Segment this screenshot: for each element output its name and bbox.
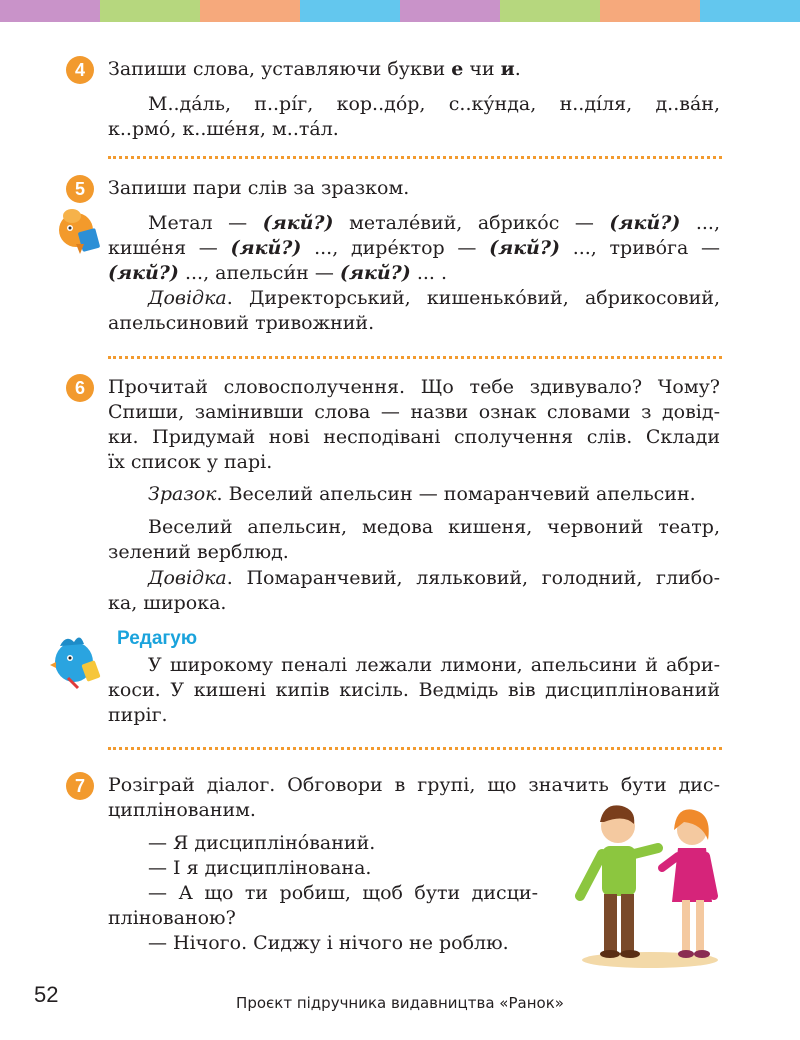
task-text-line: Прочитай словосполучення. Що тебе здивувало? Чому? bbox=[108, 376, 720, 398]
task-text-line: зелений верблюд. bbox=[108, 541, 289, 563]
edit-text-line: У широкому пеналі лежали лимони, апельсини й абри- bbox=[148, 654, 720, 676]
task-text-line: циплінованим. bbox=[108, 799, 256, 821]
hint-line: апельсиновий тривожний. bbox=[108, 312, 375, 334]
task-text-line: ки. Придумай нові несподівані сполучення слів. Склади bbox=[108, 426, 720, 448]
page-number: 52 bbox=[34, 982, 59, 1007]
sample-line: Зразок. Веселий апельсин — помаранчевий апельсин. bbox=[148, 483, 696, 505]
task-prompt: Запиши пари слів за зразком. bbox=[108, 177, 410, 199]
task-text-line: кише́ня — (якй?) ..., дире́ктор — (якй?) ..., триво́га — bbox=[108, 237, 720, 259]
dialog-line: — Нічого. Сиджу і нічого не роблю. bbox=[148, 932, 509, 954]
color-segment bbox=[100, 0, 200, 22]
hint-line: ка, широка. bbox=[108, 592, 227, 614]
task-number-badge: 6 bbox=[66, 374, 94, 402]
edit-text-line: пиріг. bbox=[108, 704, 168, 726]
task-text-line: Веселий апельсин, медова кишеня, червоний театр, bbox=[148, 516, 720, 538]
color-segment bbox=[700, 0, 800, 22]
task-text-line: Метал — (якй?) метале́вий, абрико́с — (якй?) ..., bbox=[148, 212, 720, 234]
color-segment bbox=[600, 0, 700, 22]
task-text-line: к..рмо́, к..ше́ня, м..та́л. bbox=[108, 118, 339, 140]
page-footer: Проєкт підручника видавництва «Ранок» bbox=[236, 994, 564, 1012]
dotted-divider bbox=[108, 356, 722, 359]
task-number-badge: 5 bbox=[66, 175, 94, 203]
top-color-bar bbox=[0, 0, 800, 22]
task-text-line: Спиши, замінивши слова — назви ознак словами з довід- bbox=[108, 401, 720, 423]
task-number-badge: 4 bbox=[66, 56, 94, 84]
task-text-line: (якй?) ..., апельси́н — (якй?) ... . bbox=[108, 262, 448, 284]
section-heading: Редагую bbox=[117, 628, 198, 649]
boy-and-girl-illustration-icon bbox=[574, 800, 722, 968]
hint-line: Довідка. Директорський, кишенько́вий, абрикосовий, bbox=[148, 287, 720, 309]
task-text-line: їх список у парі. bbox=[108, 451, 273, 473]
dotted-divider bbox=[108, 156, 722, 159]
task-text-line: Розіграй діалог. Обговори в групі, що значить бути дис- bbox=[108, 774, 720, 796]
dialog-line: — Я дисципліно́ваний. bbox=[148, 832, 376, 854]
task-number-badge: 7 bbox=[66, 772, 94, 800]
color-segment bbox=[400, 0, 500, 22]
color-segment bbox=[0, 0, 100, 22]
color-segment bbox=[300, 0, 400, 22]
color-segment bbox=[200, 0, 300, 22]
color-segment bbox=[500, 0, 600, 22]
edit-text-line: коси. У кишені кипів кисіль. Ведмідь вів дисциплінований bbox=[108, 679, 720, 701]
dialog-line: плінованою? bbox=[108, 907, 236, 929]
blue-bird-mascot-icon bbox=[50, 632, 106, 690]
task-prompt: Запиши слова, уставляючи букви е чи и. bbox=[108, 58, 521, 80]
dialog-line: — А що ти робиш, щоб бути дисци- bbox=[148, 882, 538, 904]
dialog-line: — І я дисциплінована. bbox=[148, 857, 372, 879]
hint-line: Довідка. Помаранчевий, ляльковий, голодний, глибо- bbox=[148, 567, 720, 589]
orange-mascot-icon bbox=[56, 206, 102, 256]
task-text-line: М..да́ль, п..рі́г, кор..до́р, с..ку́нда, н..ді́ля, д..ва́н, bbox=[148, 93, 720, 115]
dotted-divider bbox=[108, 747, 722, 750]
